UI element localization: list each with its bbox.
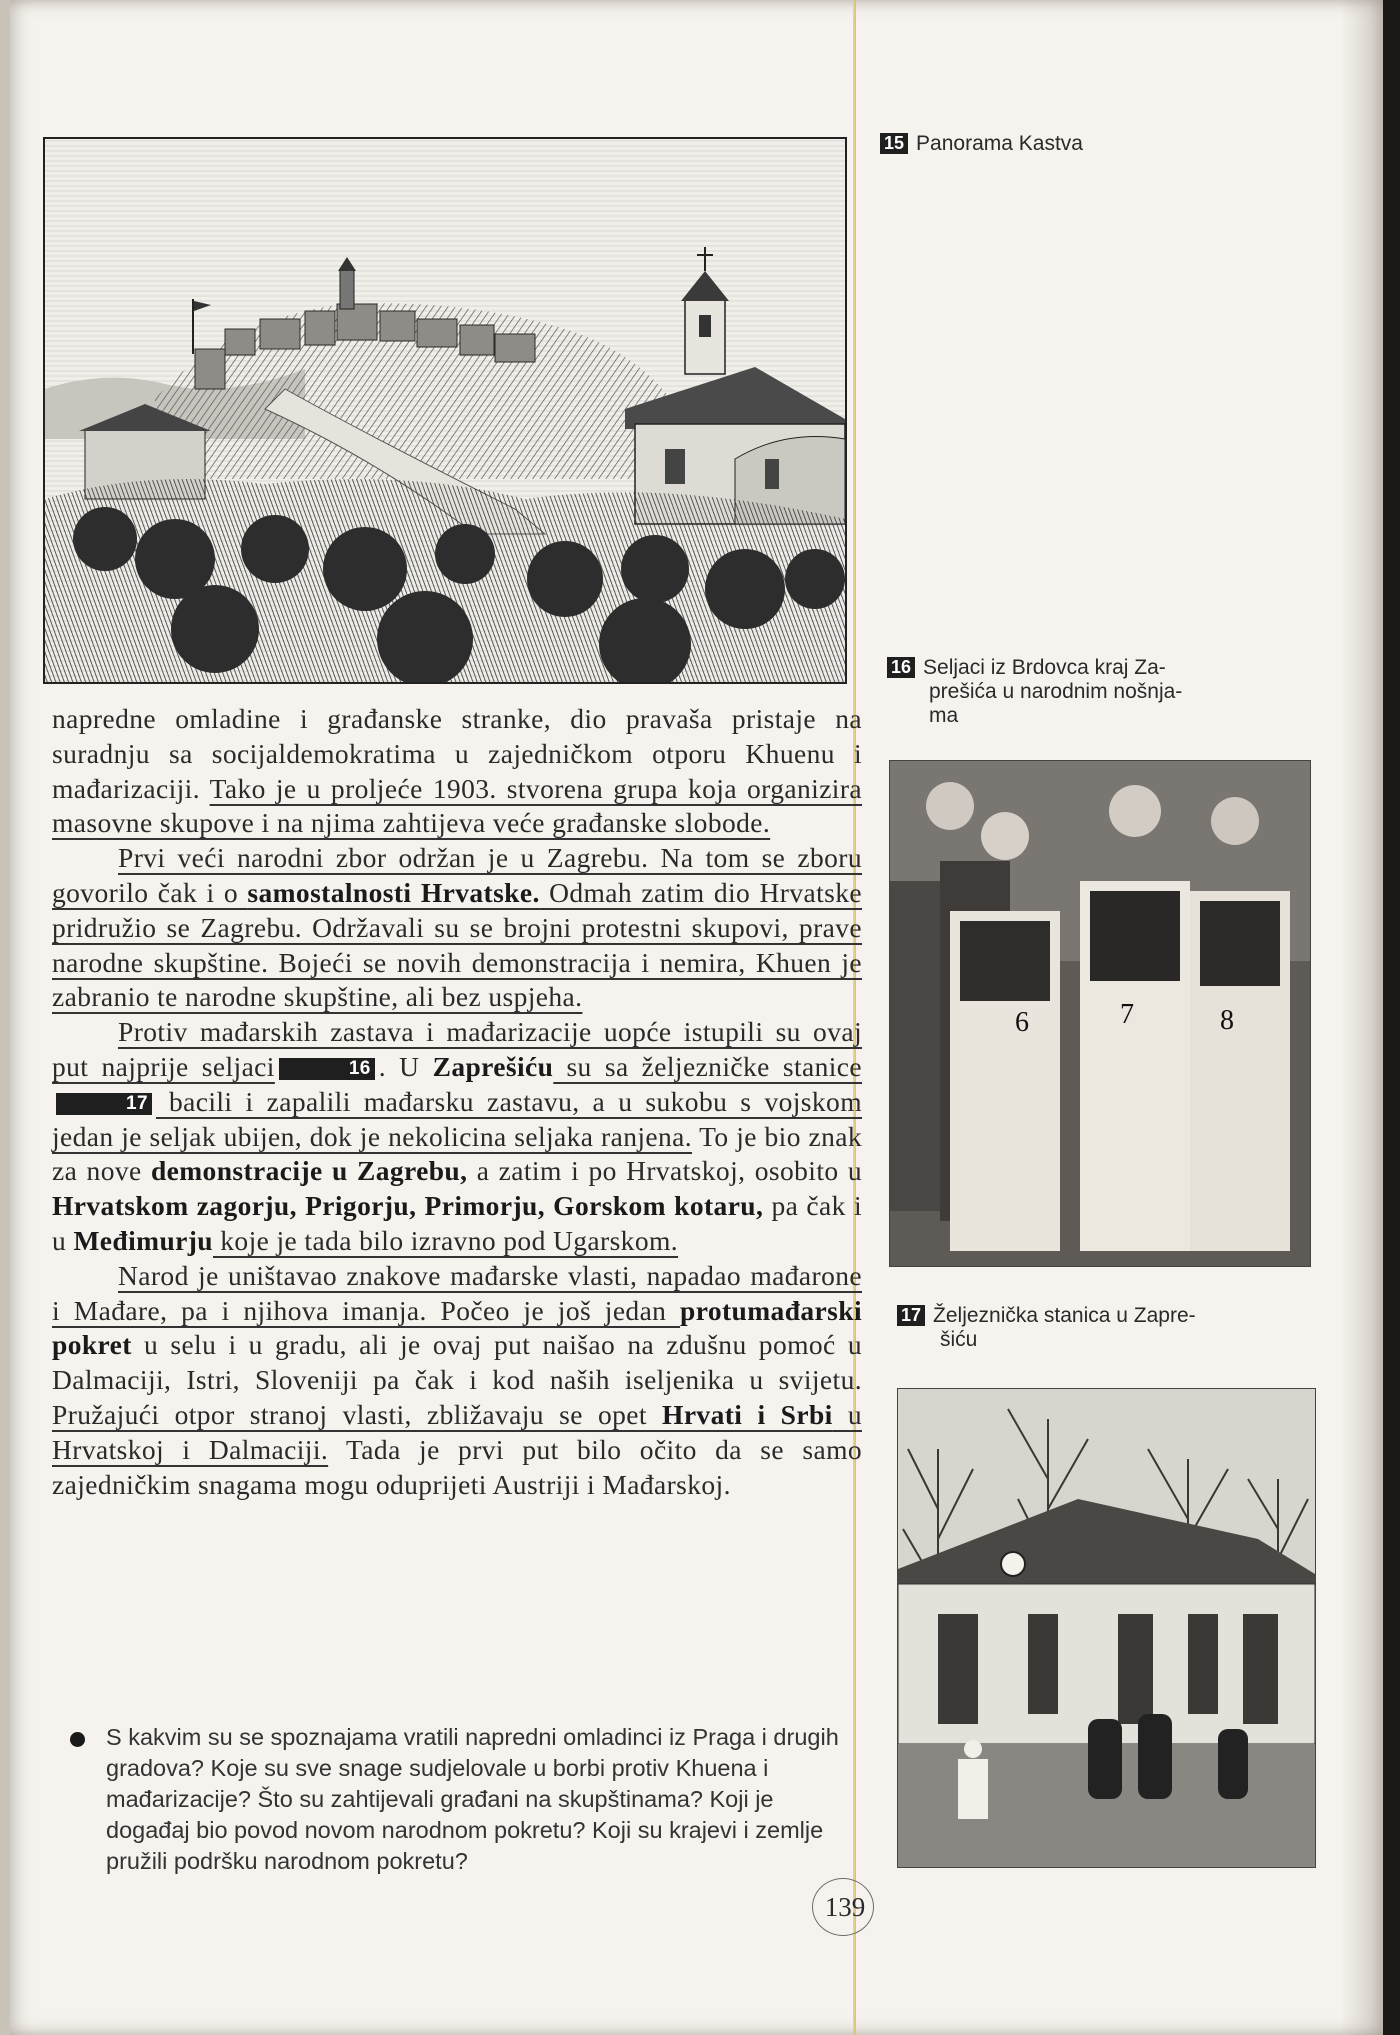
caption-16-line-1-text: Seljaci iz Brdovca kraj Za- [923, 656, 1166, 679]
caption-15-text: Panorama Kastva [916, 132, 1083, 155]
caption-16-line-3: ma [929, 704, 959, 727]
text-segment: bacili i zapalili mađarsku zastavu, a u sukobu s vojskom jedan je seljak ubijen, dok je nekolicina seljaka ranjena. [52, 1085, 862, 1152]
figure-number-16: 16 [887, 657, 915, 678]
review-questions [62, 1722, 862, 1877]
text-segment: Tada je prvi put bilo očito da se samo zajedničkim snagama mogu oduprijeti Austriji i Mađarskoj. [52, 1433, 863, 1500]
text-segment: Prvi veći narodni zbor održan je u Zagrebu. Na tom se zboru govorilo čak i o [52, 842, 862, 908]
kastav-engraving [43, 137, 847, 684]
question-text: S kakvim su se spoznajama vratili napredni omladinci iz Praga i drugih gradova? Koje su sve snage sudjelovale u borbi protiv Khuena i mađarizacije? Što su zahtijevali građani na skupštinama? Koji je događaj bio povod novom narodnom pokretu? Koji su krajevi i zemlje pružili podršku narodnom pokretu? [106, 1724, 839, 1874]
body-paragraph [52, 841, 862, 1015]
railway-station-photo [897, 1388, 1316, 1868]
kastav-engraving-drawing [45, 139, 845, 682]
page-left-edge [0, 0, 10, 2035]
text-segment: Narod je uništavao znakove mađarske vlasti, napadao mađarone i Mađare, pa i njihova imanja. Počeo je još jedan [52, 1259, 862, 1326]
text-segment: u Hrvatskoj i Dalmaciji. [52, 1398, 862, 1465]
page-right-shadow [1340, 0, 1383, 2035]
page-number [810, 1876, 880, 1938]
caption-17-line-2: šiću [940, 1328, 978, 1351]
photo-number-7: 7 [1120, 999, 1134, 1030]
photo-number-6: 6 [1015, 1007, 1029, 1038]
peasants-photo-drawing [890, 761, 1310, 1266]
caption-16 [887, 656, 1247, 728]
text-segment: Pružajući otpor stranoj vlasti, zbližavaju se opet [52, 1398, 663, 1430]
bold-term: Hrvati i Srbi [662, 1398, 833, 1430]
figure-reference-16: 16 [279, 1058, 375, 1080]
caption-17-line-1 [897, 1304, 1287, 1328]
railway-station-photo-drawing [898, 1389, 1315, 1867]
text-segment: napredne omladine i građanske stranke, dio pravaša pristaje na suradnju sa socijaldemokratima u zajedničkom otporu Khuenu i mađarizaciji. [52, 703, 862, 804]
photo-number-8: 8 [1220, 1005, 1234, 1036]
caption-16-line-1 [887, 656, 1247, 680]
question-bullet-icon [70, 1732, 85, 1747]
bold-term: samostalnosti Hrvatske. [247, 876, 540, 908]
text-segment: pa čak i u [52, 1190, 863, 1256]
page-number-circle [812, 1878, 874, 1936]
bold-term: Međimurju [73, 1224, 213, 1256]
text-segment: To je bio znak za nove [52, 1120, 862, 1187]
text-segment: koje je tada bilo izravno pod Ugarskom. [213, 1224, 679, 1256]
text-segment: Odmah zatim dio Hrvatske pridružio se Zagrebu. Održavali su se brojni protestni skupovi, prave narodne skupštine. Bojeći se novih demonstracija i nemira, Khuen je zabranio te narodne skupštine, ali bez uspjeha. [52, 876, 863, 1013]
figure-number-15: 15 [880, 133, 908, 154]
figure-number-17: 17 [897, 1305, 925, 1326]
caption-17-line-1-text: Željeznička stanica u Zapre- [933, 1304, 1196, 1327]
body-paragraph [52, 1259, 862, 1503]
bold-term: Zaprešiću [432, 1050, 554, 1082]
text-segment: Tako je u proljeće 1903. stvorena grupa koja organizira masovne skupove i na njima zahtijeva veće građanske slobode. [52, 772, 863, 839]
body-paragraph [52, 1015, 862, 1259]
page-number-value: 139 [824, 1892, 866, 1922]
caption-16-line-2: prešića u narodnim nošnja- [929, 680, 1183, 703]
text-segment: su sa željezničke stanice [553, 1050, 863, 1082]
text-segment: Protiv mađarskih zastava i mađarizacije uopće istupili su ovaj put najprije seljaci [52, 1016, 862, 1082]
peasants-photo [889, 760, 1311, 1267]
bold-term: Hrvatskom zagorju, Prigorju, Primorju, Gorskom kotaru, [52, 1190, 764, 1222]
text-segment: . U [378, 1050, 433, 1082]
caption-15 [880, 132, 1340, 156]
body-paragraph [52, 702, 862, 841]
bold-term: protumađarski pokret [52, 1294, 862, 1361]
bold-term: demonstracije u Zagrebu, [150, 1155, 468, 1187]
figure-reference-17: 17 [56, 1093, 152, 1115]
caption-17 [897, 1304, 1287, 1352]
text-segment: a zatim i po Hrvatskoj, osobito u [467, 1155, 862, 1187]
body-text [52, 702, 862, 1502]
text-segment: u selu i u gradu, ali je ovaj put naišao na zdušnu pomoć u Dalmaciji, Istri, Sloveniji pa čak i kod naših iseljenika u svijetu. [52, 1329, 862, 1396]
